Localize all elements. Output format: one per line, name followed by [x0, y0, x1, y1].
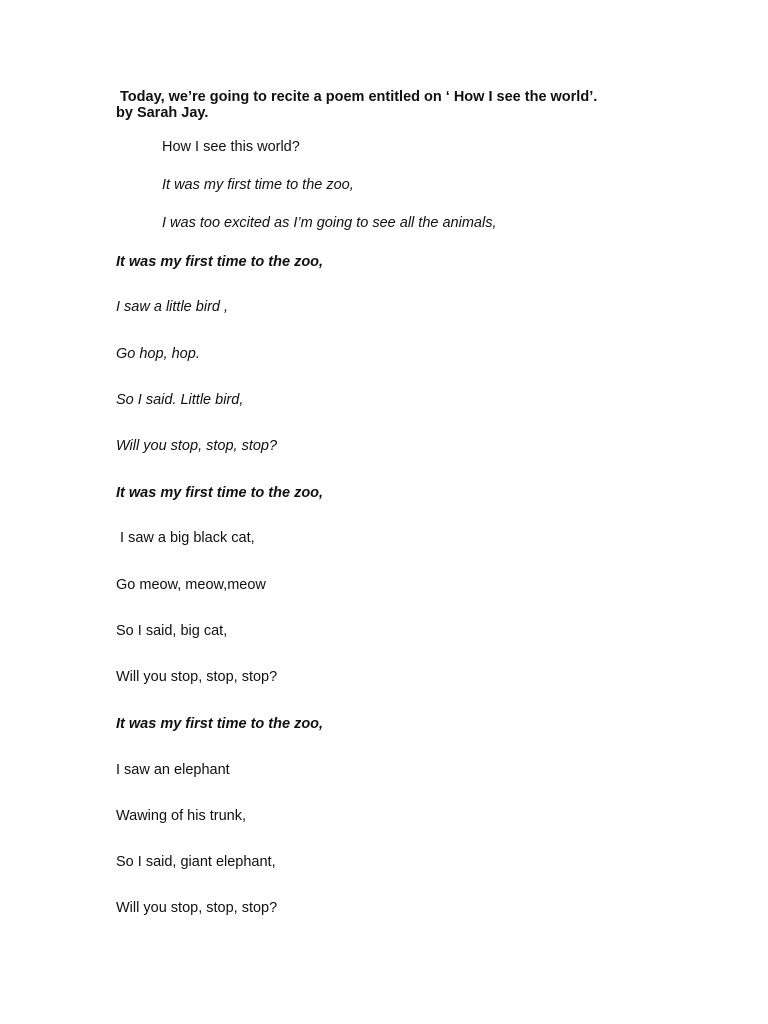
opening-line-1: How I see this world?: [162, 139, 300, 155]
refrain-bird: It was my first time to the zoo,: [116, 254, 324, 270]
bird-line-4: Will you stop, stop, stop?: [116, 438, 278, 454]
refrain-elephant: It was my first time to the zoo,: [116, 716, 324, 732]
intro-line-2: by Sarah Jay.: [116, 105, 209, 121]
cat-line-3: So I said, big cat,: [116, 623, 228, 639]
cat-line-1: I saw a big black cat,: [116, 530, 255, 546]
cat-line-4: Will you stop, stop, stop?: [116, 669, 278, 685]
intro-line-1: Today, we’re going to recite a poem entitled on ‘ How I see the world’.: [116, 89, 598, 105]
opening-line-2: It was my first time to the zoo,: [162, 177, 354, 193]
bird-line-1: I saw a little bird ,: [116, 299, 229, 315]
refrain-cat: It was my first time to the zoo,: [116, 485, 324, 501]
elephant-line-2: Wawing of his trunk,: [116, 808, 247, 824]
elephant-line-3: So I said, giant elephant,: [116, 854, 276, 870]
elephant-line-1: I saw an elephant: [116, 762, 230, 778]
bird-line-3: So I said. Little bird,: [116, 392, 244, 408]
bird-line-2: Go hop, hop.: [116, 346, 200, 362]
elephant-line-4: Will you stop, stop, stop?: [116, 900, 278, 916]
cat-line-2: Go meow, meow,meow: [116, 577, 266, 593]
opening-line-3: I was too excited as I’m going to see all the animals,: [162, 215, 497, 231]
